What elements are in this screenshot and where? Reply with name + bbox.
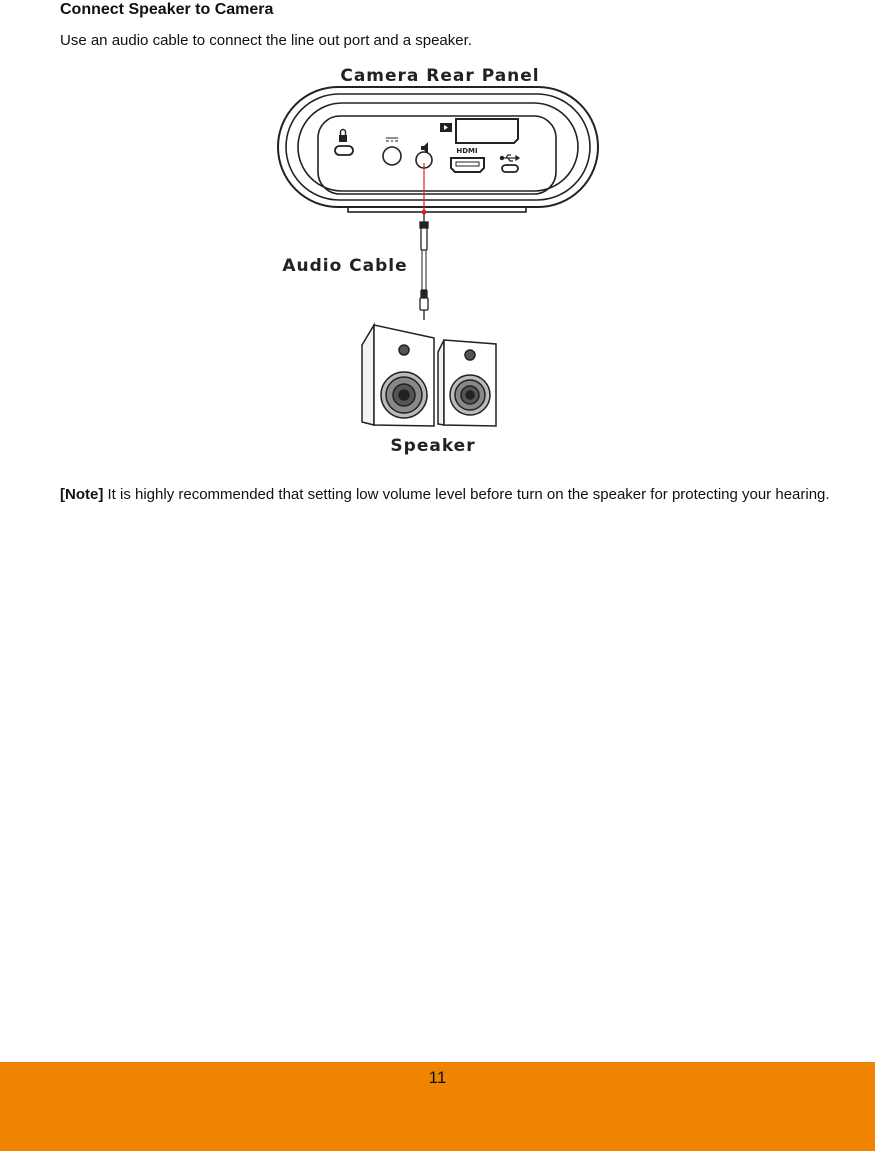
camera-rear-panel — [278, 87, 598, 212]
page-number: 11 — [428, 1068, 447, 1087]
speaker-left — [362, 325, 434, 426]
connection-diagram — [0, 0, 875, 470]
note-paragraph — [60, 482, 830, 507]
card-slot-icon — [440, 123, 452, 132]
audio-cable — [420, 214, 428, 320]
speaker-right — [438, 340, 496, 426]
connection-dot — [422, 210, 427, 215]
section-title: Connect Speaker to Camera — [60, 1, 274, 18]
page-footer — [0, 1062, 875, 1151]
hdmi-label: HDMI — [456, 147, 478, 155]
speaker-label: Speaker — [390, 436, 476, 456]
intro-text: Use an audio cable to connect the line out port and a speaker. — [60, 32, 472, 49]
audio-cable-label: Audio Cable — [282, 256, 408, 276]
note-label: [Note] — [60, 486, 104, 503]
camera-rear-panel-label: Camera Rear Panel — [340, 66, 540, 86]
note-text: It is highly recommended that setting low volume level before turn on the speaker for protecting your hearing. — [103, 486, 830, 503]
